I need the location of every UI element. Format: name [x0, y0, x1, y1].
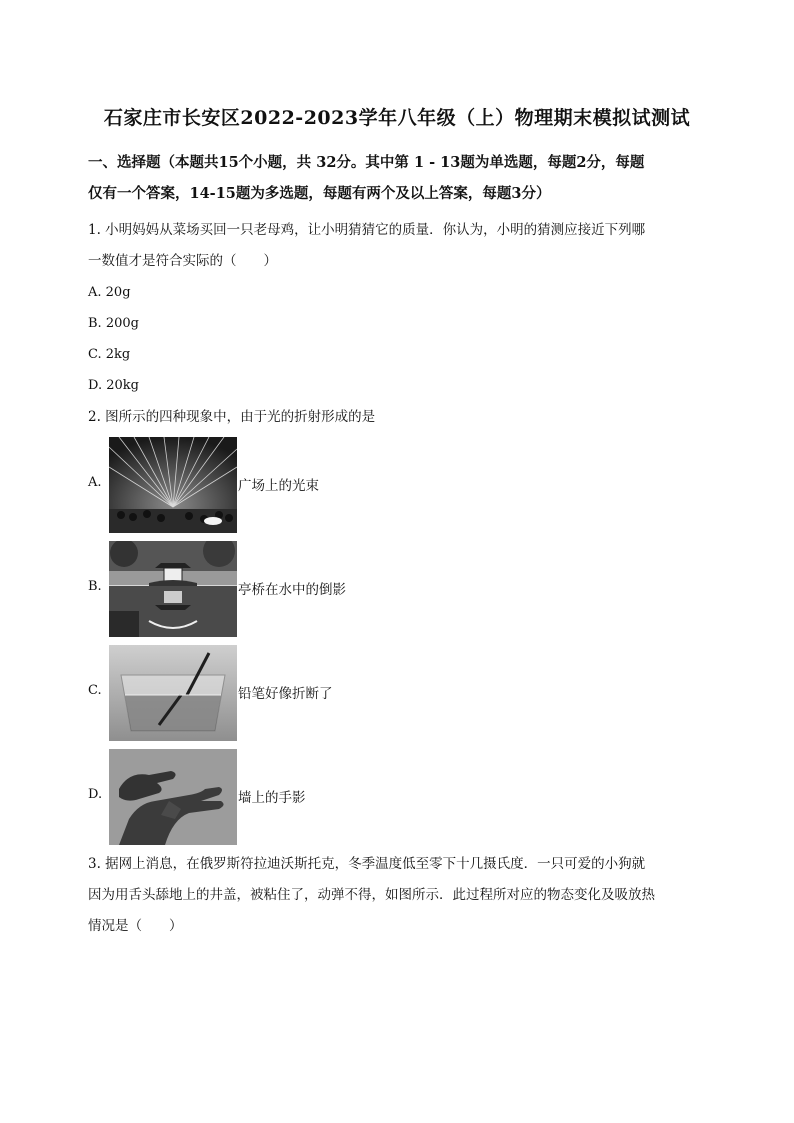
option-label: D.	[88, 787, 103, 802]
page-title: 石家庄市长安区2022-2023学年八年级（上）物理期末模拟试测试	[103, 107, 691, 129]
question-3-line1: 3. 据网上消息，在俄罗斯符拉迪沃斯托克，冬季温度低至零下十几摄氏度．一只可爱的小狗就	[88, 856, 646, 872]
option-label: B.	[88, 579, 102, 594]
question-3-line3: 情况是（ ）	[88, 918, 183, 934]
light-beams-photo-icon	[109, 437, 237, 533]
question-3-stem	[88, 849, 718, 942]
question-1-stem	[88, 215, 718, 277]
section-heading-line1: 一、选择题（本题共15个小题，共 32分。其中第 1 - 13题为单选题，每题2分，每题	[88, 154, 645, 171]
option-caption: 墙上的手影	[238, 790, 306, 806]
hand-shadow-photo-icon	[109, 749, 237, 845]
question-1-line2: 一数值才是符合实际的（ ）	[88, 253, 277, 269]
question-1-option-d: D. 20kg	[88, 378, 139, 393]
question-1-option-a: A. 20g	[88, 285, 131, 300]
question-1-line1: 1. 小明妈妈从菜场买回一只老母鸡，让小明猜猜它的质量．你认为，小明的猜测应接近下列哪	[88, 222, 646, 238]
option-label: C.	[88, 683, 102, 698]
question-1-option-b: B. 200g	[88, 316, 139, 331]
option-caption: 广场上的光束	[238, 478, 319, 494]
question-2-option-c	[88, 645, 488, 741]
question-2-option-a	[88, 437, 488, 533]
section-heading-line2: 仅有一个答案，14-15题为多选题，每题有两个及以上答案，每题3分）	[88, 185, 551, 202]
section-heading	[88, 147, 718, 209]
pavilion-reflection-photo-icon	[109, 541, 237, 637]
question-2-stem: 2. 图所示的四种现象中，由于光的折射形成的是	[88, 409, 376, 425]
question-3-line2: 因为用舌头舔地上的井盖，被粘住了，动弹不得，如图所示．此过程所对应的物态变化及吸放热	[88, 887, 655, 903]
question-2-option-d	[88, 749, 488, 845]
pencil-in-water-photo-icon	[109, 645, 237, 741]
question-1-option-c: C. 2kg	[88, 347, 131, 362]
question-2-option-b	[88, 541, 488, 637]
option-caption: 铅笔好像折断了	[238, 686, 333, 702]
option-caption: 亭桥在水中的倒影	[238, 582, 346, 598]
option-label: A.	[88, 475, 102, 490]
